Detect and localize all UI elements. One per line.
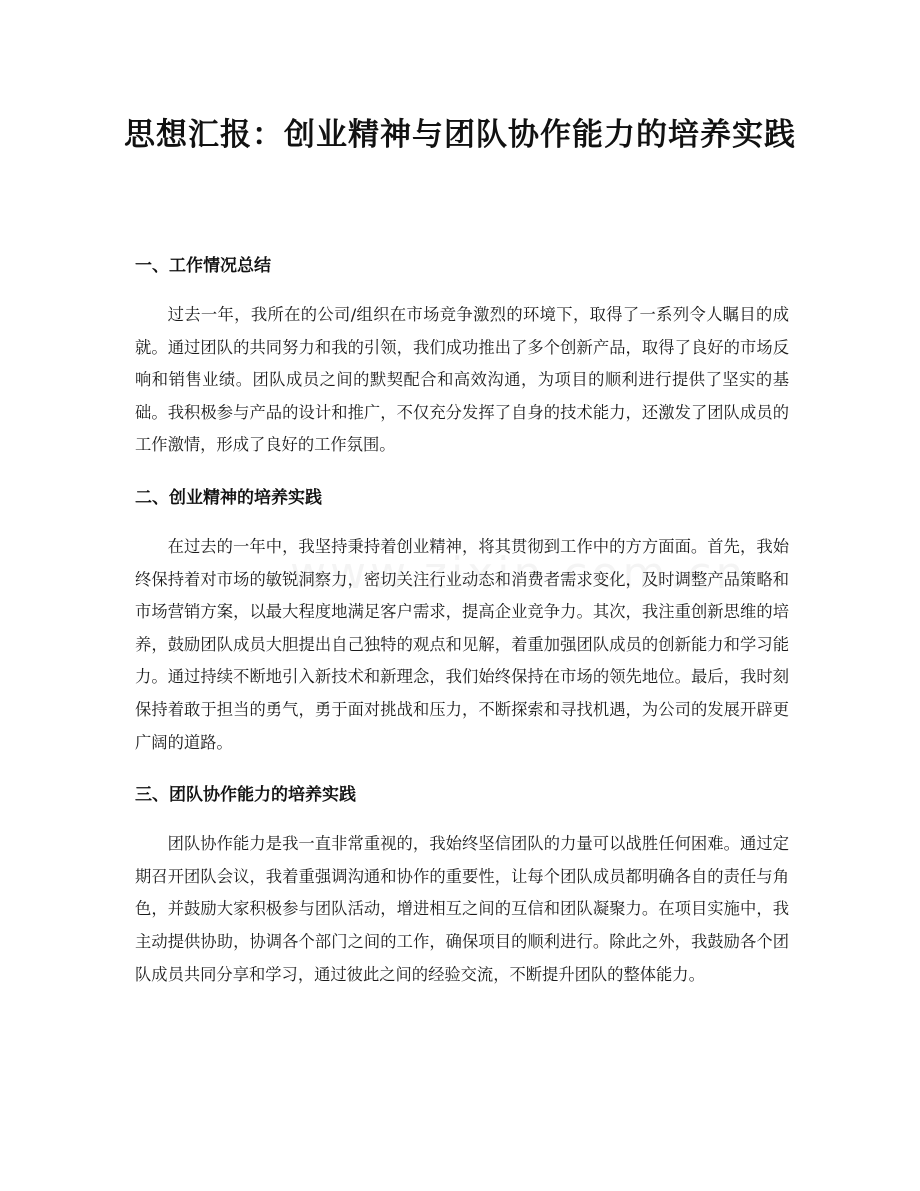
- document-body: [135, 250, 789, 1011]
- section-heading: 三、团队协作能力的培养实践: [135, 785, 356, 806]
- document-title: 思想汇报：创业精神与团队协作能力的培养实践: [124, 117, 796, 153]
- section-work-summary: [135, 250, 789, 462]
- section-paragraph: 过去一年，我所在的公司/组织在市场竞争激烈的环境下，取得了一系列令人瞩目的成就。通过团队的共同努力和我的引领，我们成功推出了多个创新产品，取得了良好的市场反响和销售业绩。团队成员之间的默契配合和高效沟通，为项目的顺利进行提供了坚实的基础。我积极参与产品的设计和推广，不仅充分发挥了自身的技术能力，还激发了团队成员的工作激情，形成了良好的工作氛围。: [135, 305, 789, 455]
- section-heading: 一、工作情况总结: [135, 256, 271, 276]
- section-heading: 二、创业精神的培养实践: [135, 487, 322, 508]
- section-paragraph: 团队协作能力是我一直非常重视的，我始终坚信团队的力量可以战胜任何困难。通过定期召开团队会议，我着重强调沟通和协作的重要性，让每个团队成员都明确各自的责任与角色，并鼓励大家积极参与团队活动，增进相互之间的互信和团队凝聚力。在项目实施中，我主动提供协助，协调各个部门之间的工作，确保项目的顺利进行。除此之外，我鼓励各个团队成员共同分享和学习，通过彼此之间的经验交流，不断提升团队的整体能力。: [135, 834, 789, 984]
- section-paragraph: 在过去的一年中，我坚持秉持着创业精神，将其贯彻到工作中的方方面面。首先，我始终保持着对市场的敏锐洞察力，密切关注行业动态和消费者需求变化，及时调整产品策略和市场营销方案，以最大程度地满足客户需求，提高企业竞争力。其次，我注重创新思维的培养，鼓励团队成员大胆提出自己独特的观点和见解，着重加强团队成员的创新能力和学习能力。通过持续不断地引入新技术和新理念，我们始终保持在市场的领先地位。最后，我时刻保持着敢于担当的勇气，勇于面对挑战和压力，不断探索和寻找机遇，为公司的发展开辟更广阔的道路。: [135, 536, 789, 752]
- section-entrepreneurship: [135, 482, 789, 759]
- section-teamwork: [135, 779, 789, 991]
